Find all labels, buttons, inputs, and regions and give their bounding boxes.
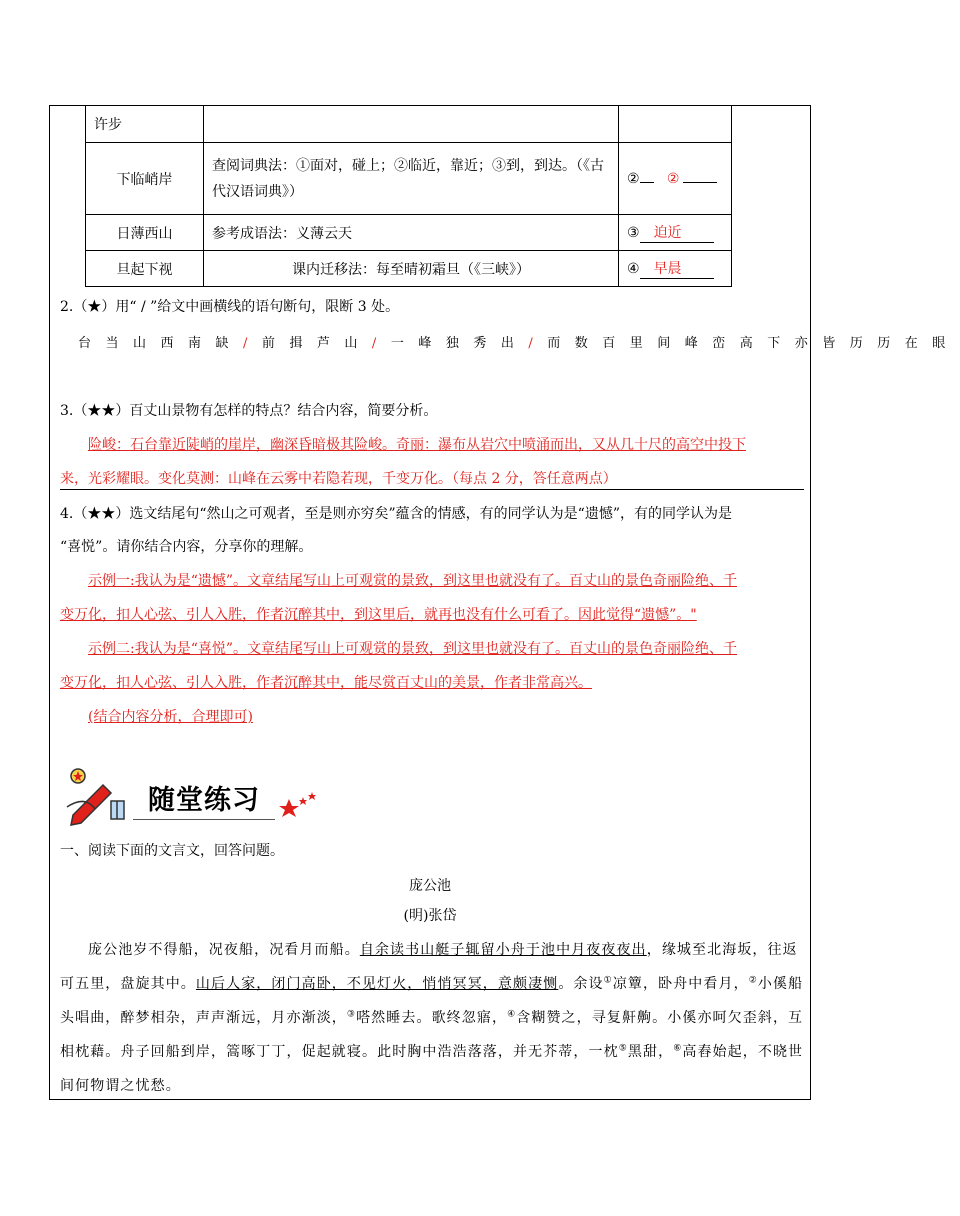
example-note: (结合内容分析，合理即可) xyxy=(88,709,253,725)
passage-title: 庞公池 xyxy=(409,878,451,894)
table-cell-word: 日薄西山 xyxy=(86,215,204,251)
passage-line: 可五里，盘旋其中。山后人家，闭门高卧，不见灯火，悄悄冥冥，意颇凄恻。余设①凉簟，卧舟中看月，②小傒船 xyxy=(60,975,804,992)
table-cell-method: 参考成语法：义薄云天 xyxy=(204,215,619,251)
vocab-table xyxy=(85,105,732,287)
question-2-answer: 台当山西南缺/前揖芦山/一峰独秀出/而数百里间峰峦高下亦皆历历在眼 xyxy=(78,336,960,351)
question-3-answer-line1: 险峻：石台靠近陡峭的崖岸，幽深昏暗极其险峻。奇丽：瀑布从岩穴中喷涌而出，又从几十尺的高空中投下 xyxy=(88,437,746,453)
table-row xyxy=(86,215,732,251)
table-cell-word: 旦起下视 xyxy=(86,251,204,287)
table-cell-answer: ② ② xyxy=(619,143,732,215)
stars-icon xyxy=(279,792,316,817)
question-4-prompt-line1: 4.（★★）选文结尾句“然山之可观者，至是则亦穷矣”蕴含的情感，有的同学认为是“遗憾”，有的同学认为是 xyxy=(60,506,732,522)
word-text: 下临峭岸 xyxy=(116,171,173,188)
example-1-line1: 示例一:我认为是“遗憾”。文章结尾写山上可观赏的景致，到这里也就没有了。百丈山的景色奇丽险绝、千 xyxy=(88,573,738,589)
example-2-line2: 变万化，扣人心弦、引人入胜，作者沉醉其中，能尽赏百丈山的美景，作者非常高兴。 xyxy=(60,675,592,691)
table-cell-method: 查阅词典法：①面对，碰上；②临近，靠近；③到，到达。（《古 代汉语词典》） xyxy=(204,143,619,215)
reading-instruction: 一、阅读下面的文言文，回答问题。 xyxy=(60,843,284,859)
table-row xyxy=(86,251,732,287)
table-row xyxy=(86,143,732,215)
pencil-icon xyxy=(67,769,124,825)
passage-text xyxy=(60,939,805,1109)
section-title-rule xyxy=(133,819,275,820)
question-3-prompt: 3.（★★）百丈山景物有怎样的特点？结合内容，简要分析。 xyxy=(60,403,438,419)
passage-line: 相枕藉。舟子回船到岸，篙啄丁丁，促起就寝。此时胸中浩浩落落，并无芥蒂，一枕⑤黑甜，⑥高舂始起，不晓世 xyxy=(60,1043,804,1060)
passage-author: (明)张岱 xyxy=(403,908,457,924)
table-cell-method: 课内迁移法：每至晴初霜旦（《三峡》） xyxy=(204,251,619,287)
example-2-line1: 示例二:我认为是“喜悦”。文章结尾写山上可观赏的景致，到这里也就没有了。百丈山的景色奇丽险绝、千 xyxy=(88,641,738,657)
question-4-prompt-line2: “喜悦”。请你结合内容，分享你的理解。 xyxy=(60,539,313,555)
table-cell-word: 许步 xyxy=(86,106,204,143)
passage-line: 间何物谓之忧愁。 xyxy=(60,1078,181,1094)
table-cell-answer: ④ 早晨 xyxy=(619,251,732,287)
passage-line: 头唱曲，醉梦相杂，声声渐远，月亦渐淡，③嗒然睡去。歌终忽寤，④含糊赞之，寻复鼾齁。小傒亦呵欠歪斜，互 xyxy=(60,1009,804,1026)
section-title: 随堂练习 xyxy=(148,785,260,816)
passage-line: 庞公池岁不得船，况夜船，况看月而船。自余读书山艇子辄留小舟于池中月夜夜夜出，缘城至北海坂，往返 xyxy=(88,942,798,958)
example-1-line2: 变万化，扣人心弦、引人入胜，作者沉醉其中，到这里后，就再也没有什么可看了。因此觉得“遗憾”。" xyxy=(60,607,697,623)
table-cell-answer: ③ 迫近 xyxy=(619,215,732,251)
question-2-prompt: 2.（★）用“ / ”给文中画横线的语句断句，限断 3 处。 xyxy=(60,299,400,315)
table-cell-answer xyxy=(619,106,732,143)
table-cell-method xyxy=(204,106,619,143)
table-row xyxy=(86,106,732,143)
question-3-answer-line2: 来，光彩耀眼。变化莫测：山峰在云雾中若隐若现，千变万化。（每点 2 分，答任意两点） xyxy=(60,468,804,490)
table-cell-word xyxy=(86,143,204,215)
